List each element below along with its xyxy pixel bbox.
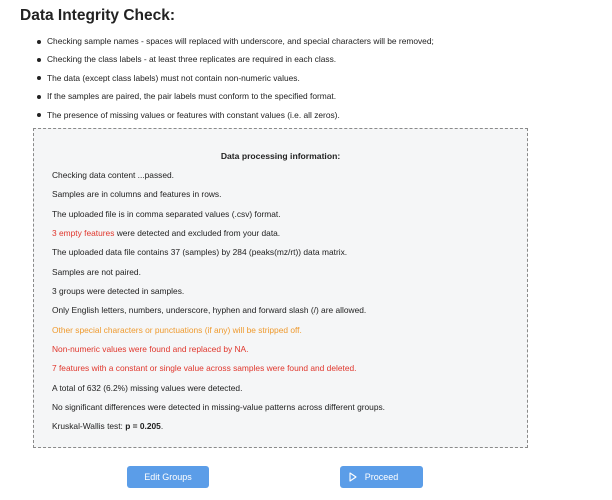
proceed-button[interactable] xyxy=(340,466,423,488)
kruskal-wallis-label: Kruskal-Wallis test: xyxy=(52,421,126,432)
play-outline-icon xyxy=(349,472,357,482)
info-line-stripped-chars: Other special characters or punctuations (if any) will be stripped off. xyxy=(52,324,302,335)
info-line-content-check: Checking data content ...passed. xyxy=(52,170,174,180)
kruskal-wallis-suffix: . xyxy=(160,421,164,432)
info-line-orientation: Samples are in columns and features in rows. xyxy=(52,189,222,200)
processing-info-title: Data processing information: xyxy=(220,151,341,161)
requirement-item: Checking sample names - spaces will replaced with underscore, and special characters will be removed; xyxy=(36,37,434,46)
info-line-empty-features xyxy=(52,228,385,238)
processing-info-panel xyxy=(33,128,528,448)
info-line-kruskal-wallis xyxy=(52,421,385,431)
proceed-button-label: Proceed xyxy=(364,472,399,482)
info-line-matrix-size: The uploaded data file contains 37 (samples) by 284 (peaks(mz/rt)) data matrix. xyxy=(52,247,348,258)
info-line-allowed-chars: Only English letters, numbers, underscore, hyphen and forward slash (/) are allowed. xyxy=(52,305,367,316)
kruskal-wallis-p-value: p = 0.205 xyxy=(125,421,161,432)
requirements-list xyxy=(36,37,434,129)
requirement-item: Checking the class labels - at least three replicates are required in each class. xyxy=(36,55,434,64)
info-line-missing-values: A total of 632 (6.2%) missing values were detected. xyxy=(52,382,243,393)
info-line-paired: Samples are not paired. xyxy=(52,266,141,277)
info-line-non-numeric: Non-numeric values were found and replaced by NA. xyxy=(52,344,249,355)
info-line-constant-features: 7 features with a constant or single value across samples were found and deleted. xyxy=(52,363,357,374)
empty-features-highlight: 3 empty features xyxy=(52,228,115,239)
info-line-missing-patterns: No significant differences were detected in missing-value patterns across different groups. xyxy=(52,402,386,413)
edit-groups-button[interactable]: Edit Groups xyxy=(127,466,209,488)
requirement-item: If the samples are paired, the pair labels must conform to the specified format. xyxy=(36,92,434,101)
page-title: Data Integrity Check: xyxy=(20,7,176,24)
requirement-item: The data (except class labels) must not contain non-numeric values. xyxy=(36,74,434,83)
info-line-format: The uploaded file is in comma separated values (.csv) format. xyxy=(52,208,281,219)
info-line-groups: 3 groups were detected in samples. xyxy=(52,286,185,297)
processing-info-lines xyxy=(52,170,385,441)
empty-features-text: were detected and excluded from your data. xyxy=(114,228,281,239)
requirement-item: The presence of missing values or features with constant values (i.e. all zeros). xyxy=(36,111,434,120)
